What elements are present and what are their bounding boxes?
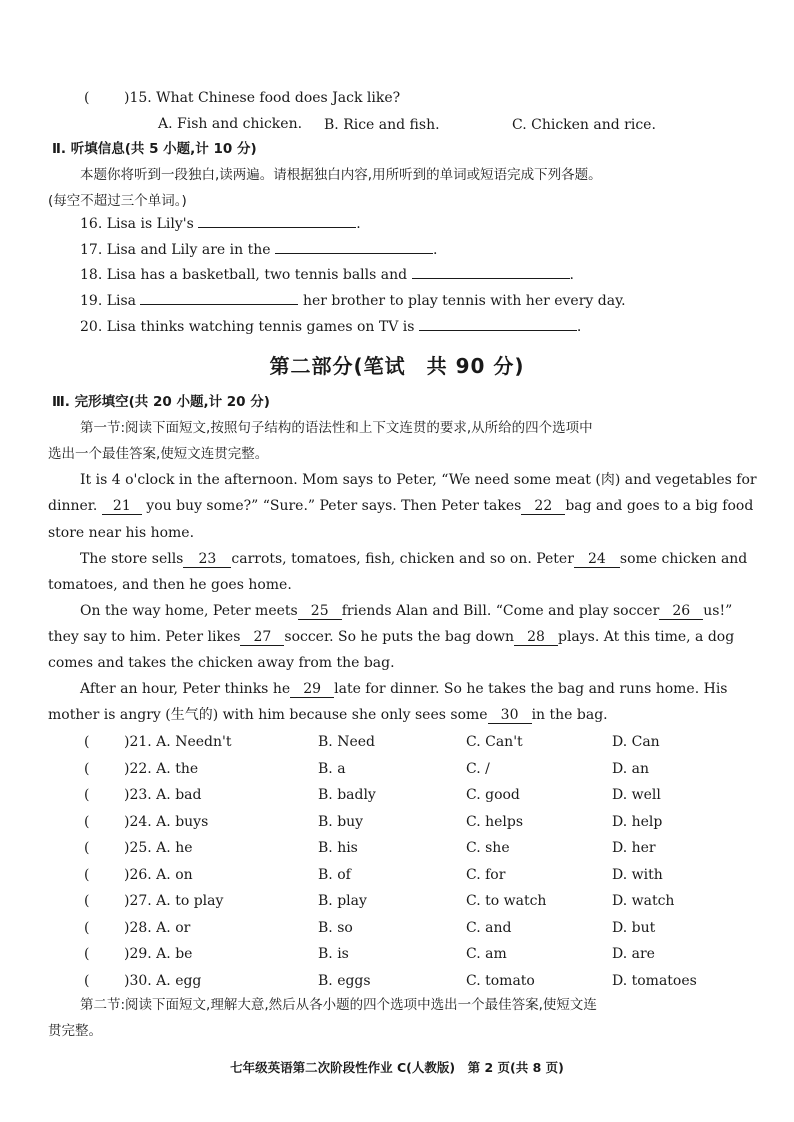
answer-paren[interactable]: ( (84, 893, 90, 909)
answer-paren[interactable]: ( (84, 946, 90, 962)
option-c: C. helps (466, 814, 524, 830)
option-c: C. for (466, 867, 506, 883)
item-18-answer-blank[interactable] (412, 278, 570, 279)
answer-paren[interactable]: ( (84, 920, 90, 936)
option-d: D. are (612, 946, 655, 962)
item-20: 20. Lisa thinks watching tennis games on TV is . (80, 319, 582, 335)
option-b: B. eggs (318, 973, 371, 989)
item-19: 19. Lisa her brother to play tennis with her every day. (80, 293, 626, 309)
section2-instruction-line2: (每空不超过三个单词。) (48, 193, 187, 209)
section3-sub1-line1: 第一节:阅读下面短文,按照句子结构的语法性和上下文连贯的要求,从所给的四个选项中 (80, 420, 593, 436)
answer-paren[interactable]: ( (84, 734, 90, 750)
option-c: C. am (466, 946, 507, 962)
item-16-answer-blank[interactable] (198, 227, 356, 228)
passage-line: mother is angry (生气的) with him because she only sees some 30 in the bag. (48, 707, 608, 723)
passage-line: store near his home. (48, 525, 195, 541)
blank-28[interactable]: 28 (514, 629, 558, 646)
section3-sub2-line1: 第二节:阅读下面短文,理解大意,然后从各小题的四个选项中选出一个最佳答案,使短文连 (80, 997, 597, 1013)
option-a: )30. A. egg (124, 973, 202, 989)
item-18-text: 18. Lisa has a basketball, two tennis balls and (80, 267, 408, 283)
q15-option-a: A. Fish and chicken. (158, 116, 303, 132)
item-17-answer-blank[interactable] (275, 253, 433, 254)
option-b: B. a (318, 761, 346, 777)
option-d: D. an (612, 761, 649, 777)
option-a: )21. A. Needn't (124, 734, 232, 750)
section2-heading: Ⅱ. 听填信息(共 5 小题,计 10 分) (52, 141, 257, 157)
blank-24[interactable]: 24 (574, 551, 620, 568)
item-17-text: 17. Lisa and Lily are in the (80, 242, 271, 258)
option-d: D. her (612, 840, 656, 856)
option-b: B. buy (318, 814, 364, 830)
answer-paren[interactable]: ( (84, 973, 90, 989)
part2-title: 第二部分(笔试 共 90 分) (269, 354, 525, 378)
blank-21[interactable]: 21 (102, 498, 142, 515)
answer-paren[interactable]: ( (84, 814, 90, 830)
option-b: B. badly (318, 787, 376, 803)
item-19-text: 19. Lisa (80, 293, 137, 309)
passage-line: dinner. 21 you buy some?” “Sure.” Peter says. Then Peter takes 22 bag and goes to a big food (48, 498, 754, 514)
option-a: )22. A. the (124, 761, 199, 777)
option-d: D. help (612, 814, 663, 830)
section3-sub1-line2: 选出一个最佳答案,使短文连贯完整。 (48, 446, 269, 462)
option-b: B. Need (318, 734, 375, 750)
passage-line: It is 4 o'clock in the afternoon. Mom says to Peter, “We need some meat (肉) and vegetables for (80, 472, 757, 488)
blank-30[interactable]: 30 (488, 707, 532, 724)
passage-line: tomatoes, and then he goes home. (48, 577, 292, 593)
option-a: )29. A. be (124, 946, 193, 962)
q15-question: )15. What Chinese food does Jack like? (124, 90, 401, 106)
option-a: )24. A. buys (124, 814, 209, 830)
item-16-text: 16. Lisa is Lily's (80, 216, 194, 232)
option-a: )28. A. or (124, 920, 191, 936)
option-d: D. tomatoes (612, 973, 697, 989)
option-d: D. but (612, 920, 656, 936)
answer-paren[interactable]: ( (84, 840, 90, 856)
option-b: B. his (318, 840, 358, 856)
option-c: C. to watch (466, 893, 547, 909)
item-20-answer-blank[interactable] (419, 330, 577, 331)
option-b: B. so (318, 920, 353, 936)
option-a: )23. A. bad (124, 787, 202, 803)
section2-instruction-line1: 本题你将听到一段独白,读两遍。请根据独白内容,用所听到的单词或短语完成下列各题。 (80, 167, 602, 183)
option-c: C. / (466, 761, 490, 777)
option-a: )27. A. to play (124, 893, 224, 909)
passage-line: On the way home, Peter meets 25 friends Alan and Bill. “Come and play soccer 26 us!” (80, 603, 733, 619)
item-18: 18. Lisa has a basketball, two tennis balls and . (80, 267, 574, 283)
option-d: D. watch (612, 893, 675, 909)
blank-23[interactable]: 23 (183, 551, 231, 568)
option-c: C. she (466, 840, 510, 856)
item-20-text: 20. Lisa thinks watching tennis games on TV is (80, 319, 415, 335)
blank-29[interactable]: 29 (290, 681, 334, 698)
section3-sub2-line2: 贯完整。 (48, 1023, 102, 1039)
item-16: 16. Lisa is Lily's . (80, 216, 361, 232)
option-c: C. Can't (466, 734, 523, 750)
option-d: D. well (612, 787, 661, 803)
blank-27[interactable]: 27 (240, 629, 284, 646)
section3-heading: Ⅲ. 完形填空(共 20 小题,计 20 分) (52, 394, 270, 410)
option-d: D. Can (612, 734, 660, 750)
option-b: B. is (318, 946, 349, 962)
item-17: 17. Lisa and Lily are in the . (80, 242, 438, 258)
blank-26[interactable]: 26 (659, 603, 703, 620)
option-c: C. good (466, 787, 520, 803)
option-c: C. and (466, 920, 512, 936)
answer-paren[interactable]: ( (84, 787, 90, 803)
option-b: B. play (318, 893, 367, 909)
page-footer: 七年级英语第二次阶段性作业 C(人教版) 第 2 页(共 8 页) (230, 1060, 564, 1075)
q15-paren: ( (84, 90, 90, 106)
option-d: D. with (612, 867, 663, 883)
answer-paren[interactable]: ( (84, 761, 90, 777)
blank-22[interactable]: 22 (521, 498, 565, 515)
passage-line: The store sells 23 carrots, tomatoes, fish, chicken and so on. Peter 24 some chicken and (80, 551, 748, 567)
option-a: )26. A. on (124, 867, 193, 883)
q15-option-b: B. Rice and fish. (324, 117, 440, 133)
option-b: B. of (318, 867, 351, 883)
passage-line: they say to him. Peter likes 27 soccer. So he puts the bag down 28 plays. At this time, a dog (48, 629, 735, 645)
answer-paren[interactable]: ( (84, 867, 90, 883)
option-c: C. tomato (466, 973, 535, 989)
item-19-answer-blank[interactable] (140, 304, 298, 305)
q15-option-c: C. Chicken and rice. (512, 117, 656, 133)
option-a: )25. A. he (124, 840, 193, 856)
passage-line: After an hour, Peter thinks he 29 late for dinner. So he takes the bag and runs home. His (80, 681, 728, 697)
blank-25[interactable]: 25 (298, 603, 342, 620)
passage-line: comes and takes the chicken away from the bag. (48, 655, 395, 671)
